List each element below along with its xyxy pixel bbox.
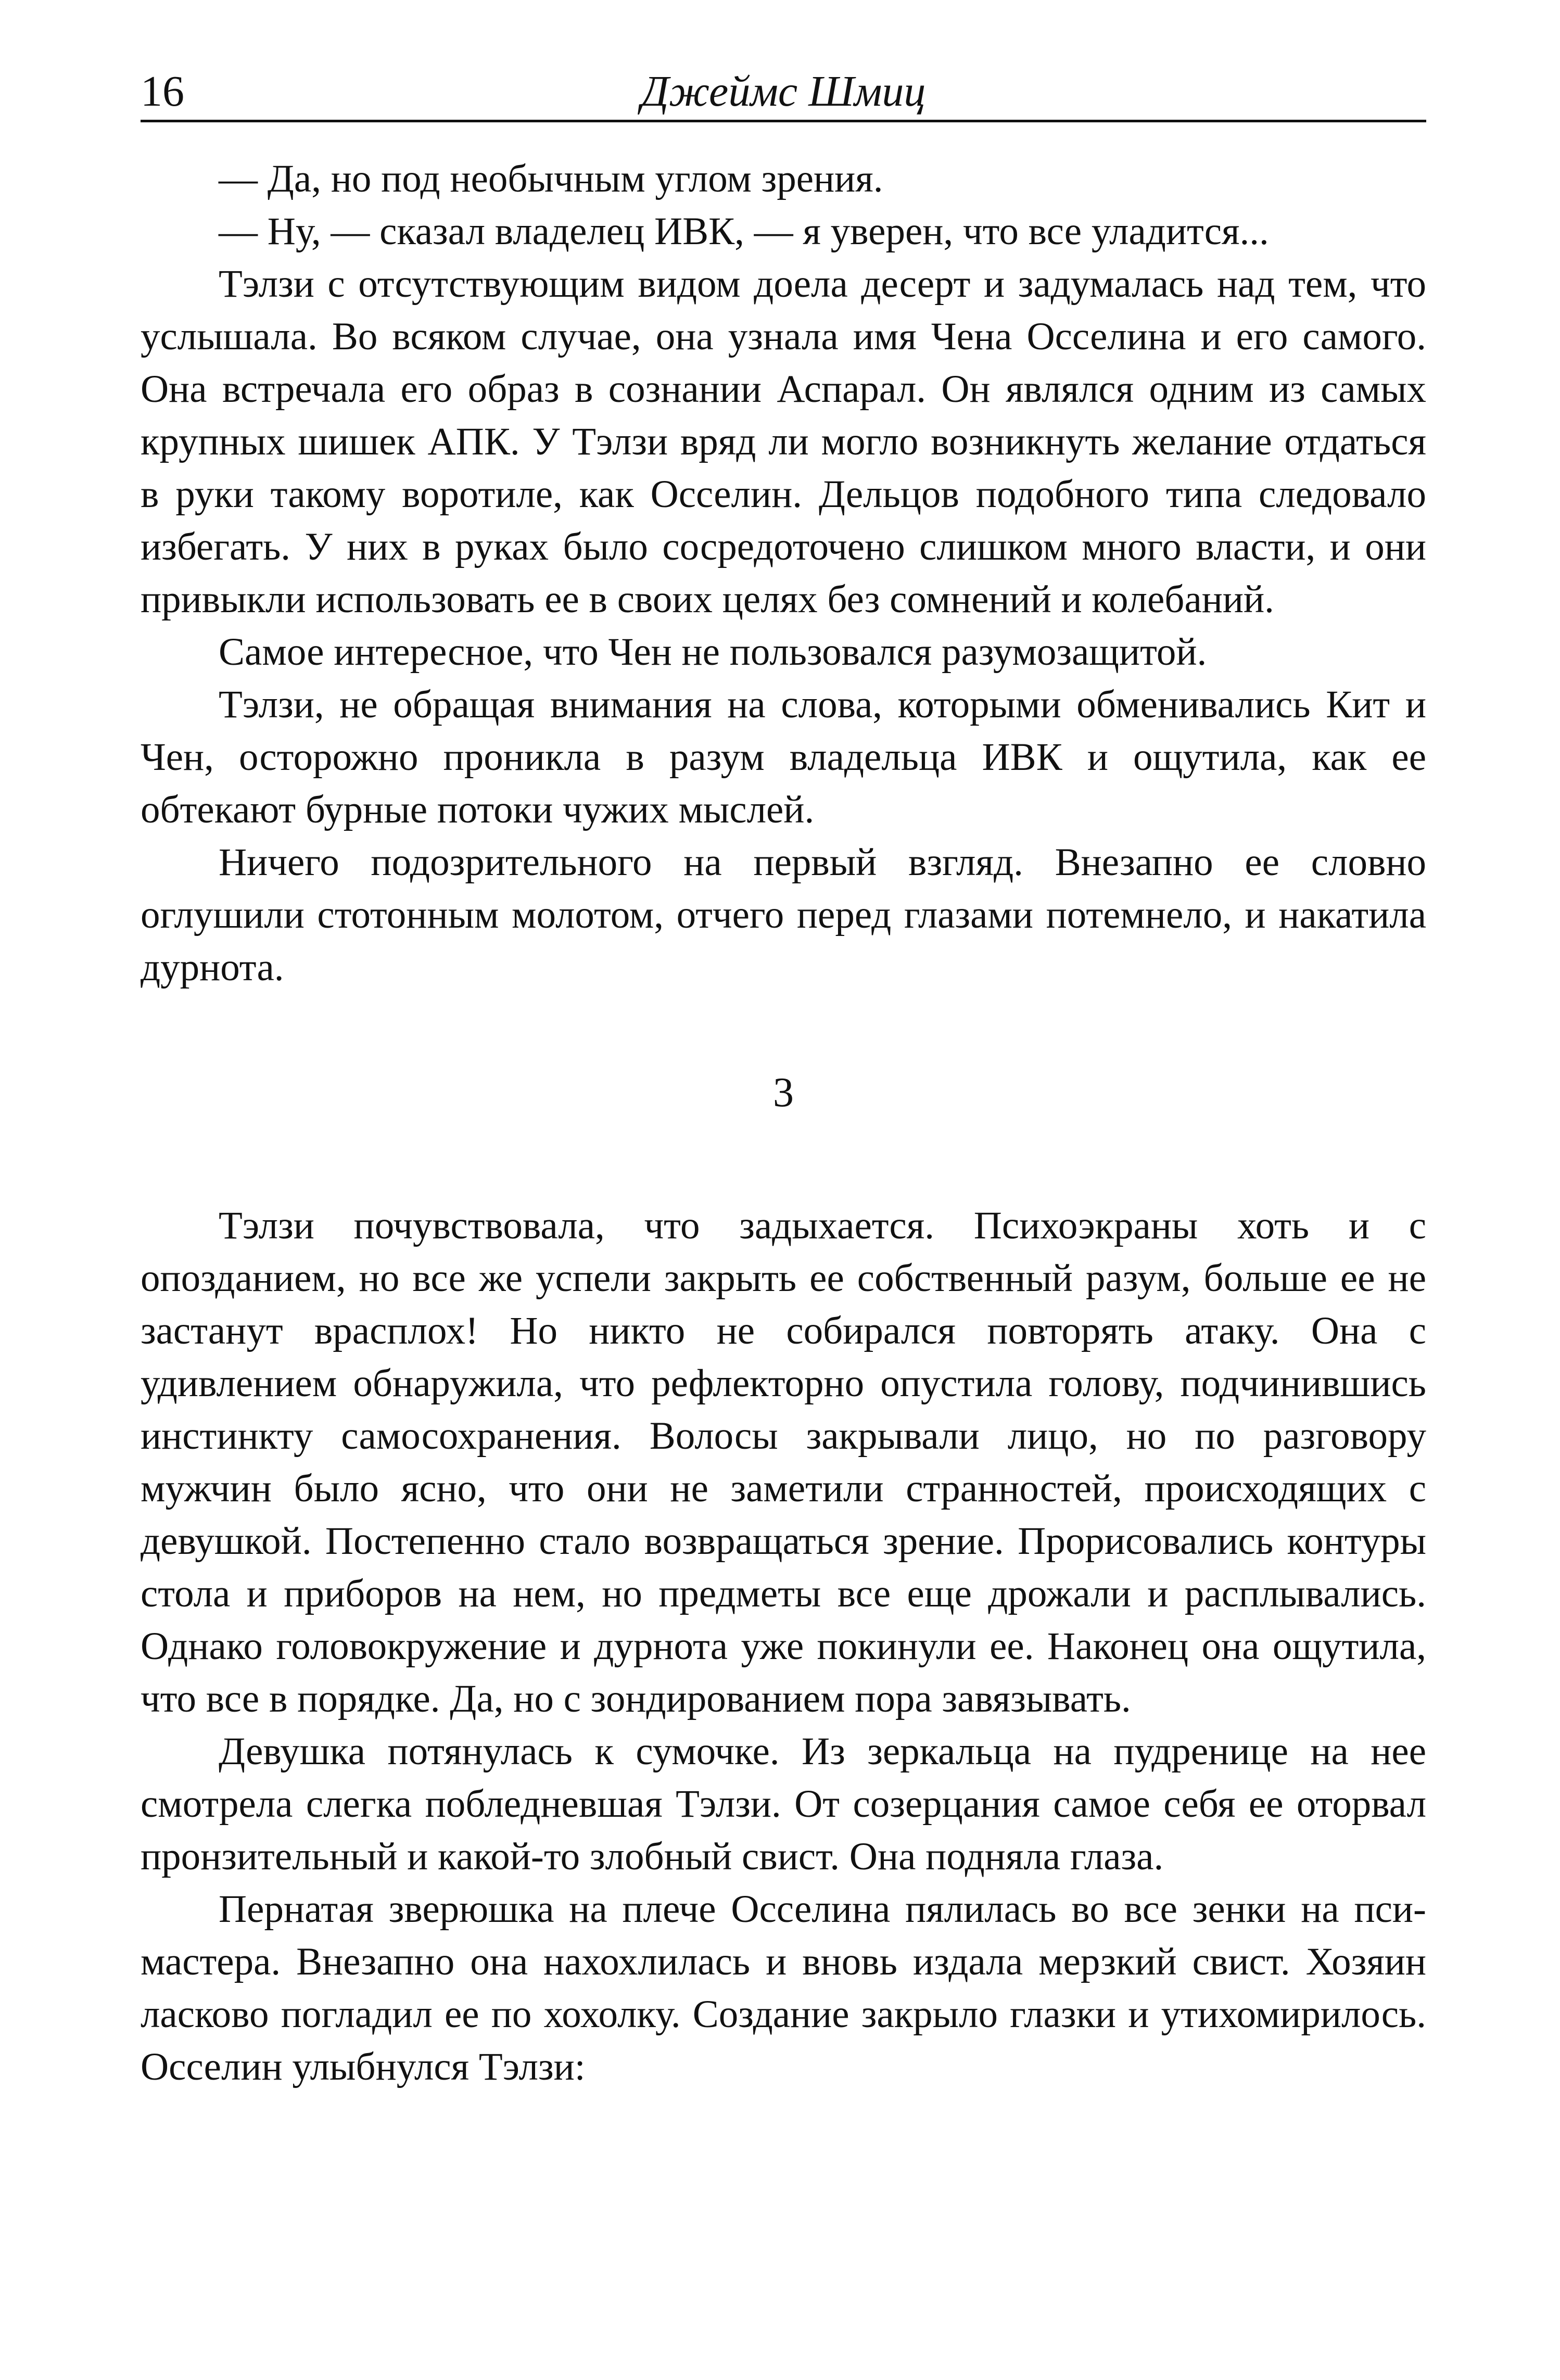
paragraph: — Ну, — сказал владелец ИВК, — я уверен, что все уладится...: [219, 210, 1269, 253]
paragraph: Самое интересное, что Чен не пользовался разумозащитой.: [219, 630, 1207, 674]
paragraph: Пернатая зверюшка на плече Осселина пялилась во все зенки на пси-мастера. Внезапно она нахохлилась и вновь издала мерзкий свист. Хозяин ласково погладил ее по хохолку. Создание закрыло глазки и утихомирилось. Осселин улыбнулся Тэлзи:: [141, 1888, 1426, 2088]
body-text: [141, 153, 1426, 2093]
paragraph: — Да, но под необычным углом зрения.: [219, 157, 883, 200]
paragraph: Ничего подозрительного на первый взгляд. Внезапно ее словно оглушили стотонным молотом, отчего перед глазами потемнело, и накатила дурнота.: [141, 841, 1426, 989]
running-title: Джеймс Шмиц: [641, 67, 926, 116]
paragraph: Тэлзи почувствовала, что задыхается. Психоэкраны хоть и с опозданием, но все же успели закрыть ее собственный разум, больше ее не застанут врасплох! Но никто не собирался повторять атаку. Она с удивлением обнаружила, что рефлекторно опустила голову, подчинившись инстинкту самосохранения. Волосы закрывали лицо, но по разговору мужчин было ясно, что они не заметили странностей, происходящих с девушкой. Постепенно стало возвращаться зрение. Прорисовались контуры стола и приборов на нем, но предметы все еще дрожали и расплывались. Однако головокружение и дурнота уже покинули ее. Наконец она ощутила, что все в порядке. Да, но с зондированием пора завязывать.: [141, 1204, 1426, 1720]
chapter-number: 3: [773, 1070, 794, 1116]
paragraph: Тэлзи, не обращая внимания на слова, которыми обменивались Кит и Чен, осторожно проникла в разум владельца ИВК и ощутила, как ее обтекают бурные потоки чужих мыслей.: [141, 683, 1426, 831]
page-number: 16: [141, 67, 184, 116]
running-header: [141, 62, 1426, 122]
paragraph: Тэлзи с отсутствующим видом доела десерт и задумалась над тем, что услышала. Во всяком случае, она узнала имя Чена Осселина и его самого. Она встречала его образ в сознании Аспарал. Он являлся одним из самых крупных шишек АПК. У Тэлзи вряд ли могло возникнуть желание отдаться в руки такому воротиле, как Осселин. Дельцов подобного типа следовало избегать. У них в руках было сосредоточено слишком много власти, и они привыкли использовать ее в своих целях без сомнений и колебаний.: [141, 262, 1426, 621]
book-page: [141, 62, 1426, 2093]
paragraph: Девушка потянулась к сумочке. Из зеркальца на пудренице на нее смотрела слегка побледневшая Тэлзи. От созерцания самое себя ее оторвал пронзительный и какой-то злобный свист. Она подняла глаза.: [141, 1730, 1426, 1878]
